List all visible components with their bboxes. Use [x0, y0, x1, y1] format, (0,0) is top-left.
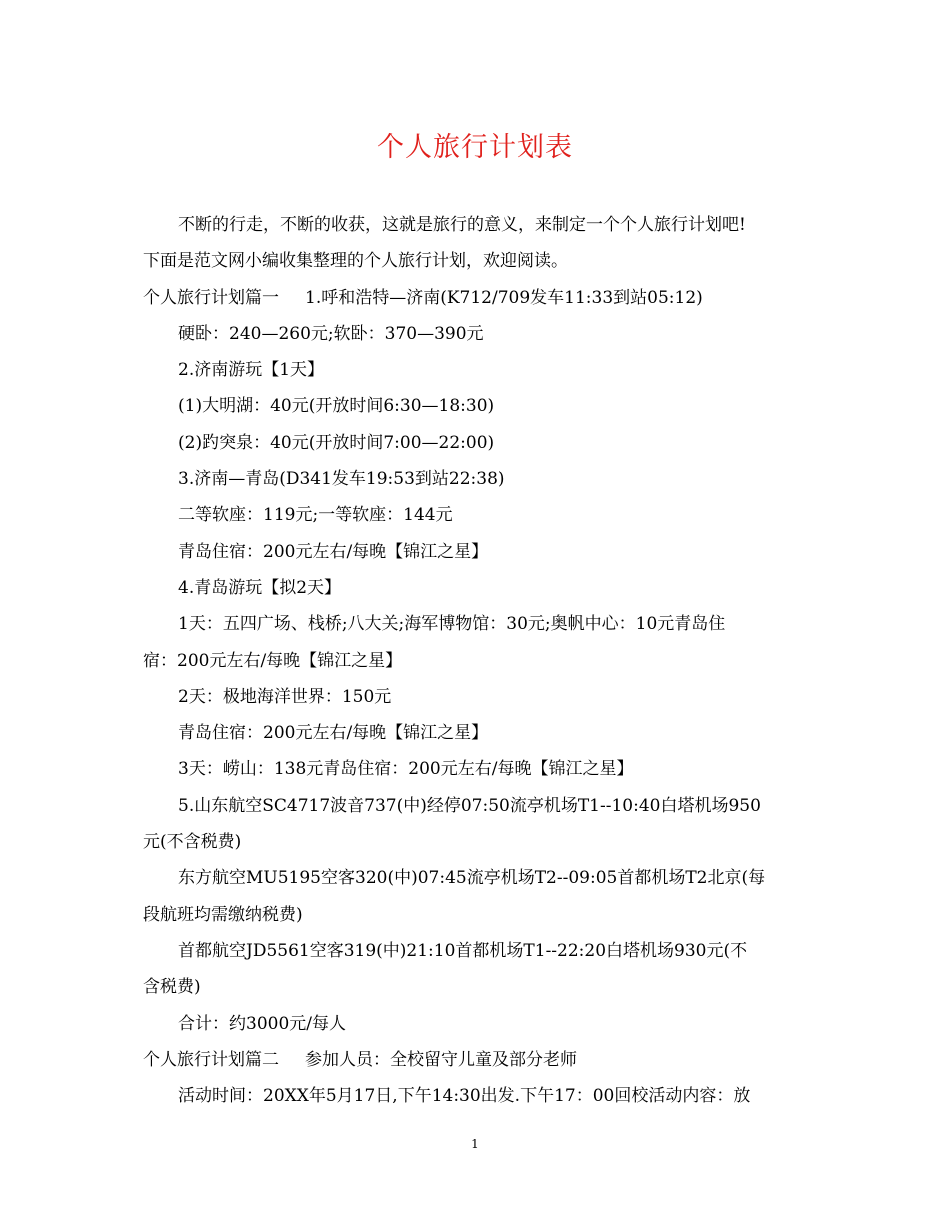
line-text: 合计：约3000元/每人 [178, 1013, 346, 1034]
line-text: 首都航空JD5561空客319(中)21:10首都机场T1--22:20白塔机场930元(不 [178, 940, 748, 961]
text-line [143, 824, 809, 860]
text-line [143, 388, 809, 424]
section-heading: 个人旅行计划篇二 [143, 1049, 279, 1070]
document-body [143, 207, 809, 1114]
line-text: 1.呼和浩特—济南(K712/709发车11:33到站05:12) [305, 287, 703, 308]
text-line [143, 788, 809, 824]
line-text: 二等软座：119元;一等软座：144元 [178, 505, 453, 526]
line-text: 不断的行走，不断的收获，这就是旅行的意义，来制定一个个人旅行计划吧! [178, 215, 746, 235]
text-line [143, 461, 809, 497]
text-line [143, 860, 809, 896]
text-line [143, 969, 809, 1005]
text-line [143, 715, 809, 751]
line-text: 2.济南游玩【1天】 [178, 360, 325, 381]
section-heading: 个人旅行计划篇一 [143, 287, 279, 308]
line-text: 东方航空MU5195空客320(中)07:45流亭机场T2--09:05首都机场T2北京(每 [178, 868, 766, 889]
text-line [143, 534, 809, 570]
section-line [143, 280, 809, 316]
line-text: 含税费) [143, 977, 201, 998]
line-text: 下面是范文网小编收集整理的个人旅行计划，欢迎阅读。 [143, 251, 568, 272]
line-text: 宿：200元左右/每晚【锦江之星】 [143, 650, 403, 671]
line-text: 5.山东航空SC4717波音737(中)经停07:50流亭机场T1--10:40白塔机场950 [178, 795, 761, 816]
line-text: (1)大明湖：40元(开放时间6:30—18:30) [178, 396, 495, 417]
section-line [143, 1042, 809, 1078]
text-line [143, 243, 809, 279]
line-text: 元(不含税费) [143, 832, 242, 853]
line-text: 青岛住宿：200元左右/每晚【锦江之星】 [178, 723, 489, 744]
text-line [143, 425, 809, 461]
line-text: 硬卧：240—260元;软卧：370—390元 [178, 323, 484, 344]
text-line [143, 933, 809, 969]
document-title: 个人旅行计划表 [377, 132, 573, 163]
text-line [143, 1078, 809, 1114]
text-line [143, 570, 809, 606]
line-text: 活动时间：20XX年5月17日,下午14:30出发.下午17：00回校活动内容：放 [178, 1086, 751, 1107]
line-text: 参加人员：全校留守儿童及部分老师 [305, 1049, 577, 1070]
text-line [143, 679, 809, 715]
line-text: 青岛住宿：200元左右/每晚【锦江之星】 [178, 541, 489, 562]
text-line [143, 606, 809, 642]
text-line [143, 316, 809, 352]
page-number: 1 [471, 1137, 479, 1151]
text-line [143, 1006, 809, 1042]
text-line [143, 751, 809, 787]
line-text: 2天：极地海洋世界：150元 [178, 686, 392, 707]
text-line [143, 643, 809, 679]
text-line [143, 207, 809, 243]
line-text: 3.济南—青岛(D341发车19:53到站22:38) [178, 469, 505, 490]
text-line [143, 352, 809, 388]
text-line [143, 497, 809, 533]
line-text: 1天：五四广场、栈桥;八大关;海军博物馆：30元;奥帆中心：10元青岛住 [178, 614, 726, 635]
line-text: 段航班均需缴纳税费) [143, 904, 303, 925]
line-text: 3天：崂山：138元青岛住宿：200元左右/每晚【锦江之星】 [178, 759, 634, 780]
line-text: 4.青岛游玩【拟2天】 [178, 577, 342, 598]
text-line [143, 897, 809, 933]
line-text: (2)趵突泉：40元(开放时间7:00—22:00) [178, 432, 495, 453]
